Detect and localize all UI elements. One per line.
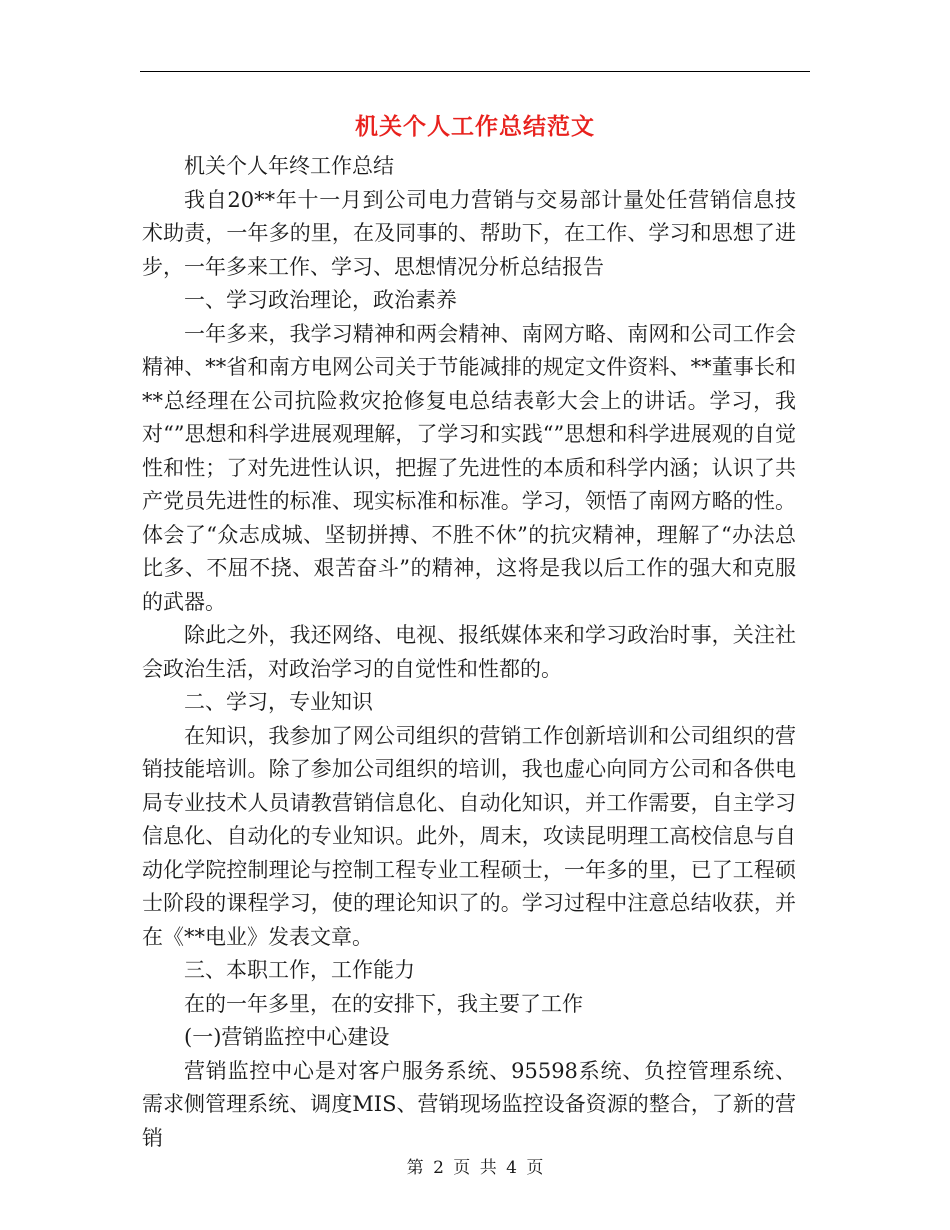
section-heading: 一、学习政治理论，政治素养 bbox=[184, 288, 457, 312]
section-heading: 二、学习，专业知识 bbox=[184, 690, 373, 714]
paragraph: 营销监控中心是对客户服务系统、95598系统、负控管理系统、需求侧管理系统、调度MIS、营销现场监控设备资源的整合，了新的营销 bbox=[142, 1058, 796, 1150]
page-footer: 第 2 页 共 4 页 bbox=[406, 1158, 544, 1178]
header-rule bbox=[140, 71, 810, 72]
paragraph: 机关个人年终工作总结 bbox=[184, 154, 394, 178]
document-body bbox=[142, 150, 796, 1155]
subsection-heading: (一)营销监控中心建设 bbox=[184, 1025, 390, 1049]
paragraph: 一年多来，我学习精神和两会精神、南网方略、南网和公司工作会精神、**省和南方电网公司关于节能减排的规定文件资料、**董事长和**总经理在公司抗险救灾抢修复电总结表彰大会上的讲话。学习，我对“”思想和科学进展观理解，了学习和实践“”思想和科学进展观的自觉性和性；了对先进性认识，把握了先进性的本质和科学内涵；认识了共产党员先进性的标准、现实标准和标准。学习，领悟了南网方略的性。体会了“众志成城、坚韧拼搏、不胜不休”的抗灾精神，理解了“办法总比多、不屈不挠、艰苦奋斗”的精神，这将是我以后工作的强大和克服的武器。 bbox=[142, 321, 796, 614]
document-title: 机关个人工作总结范文 bbox=[355, 113, 595, 140]
paragraph: 在知识，我参加了网公司组织的营销工作创新培训和公司组织的营销技能培训。除了参加公司组织的培训，我也虚心向同方公司和各供电局专业技术人员请教营销信息化、自动化知识，并工作需要，自主学习信息化、自动化的专业知识。此外，周末，攻读昆明理工高校信息与自动化学院控制理论与控制工程专业工程硕士，一年多的里，已了工程硕士阶段的课程学习，使的理论知识了的。学习过程中注意总结收获，并在《**电业》发表文章。 bbox=[142, 723, 796, 949]
section-heading: 三、本职工作，工作能力 bbox=[184, 958, 415, 982]
paragraph: 在的一年多里，在的安排下，我主要了工作 bbox=[184, 991, 583, 1016]
paragraph: 除此之外，我还网络、电视、报纸媒体来和学习政治时事，关注社会政治生活，对政治学习的自觉性和性都的。 bbox=[142, 623, 796, 681]
paragraph: 我自20**年十一月到公司电力营销与交易部计量处任营销信息技术助责，一年多的里，在及同事的、帮助下，在工作、学习和思想了进步，一年多来工作、学习、思想情况分析总结报告 bbox=[142, 187, 796, 279]
